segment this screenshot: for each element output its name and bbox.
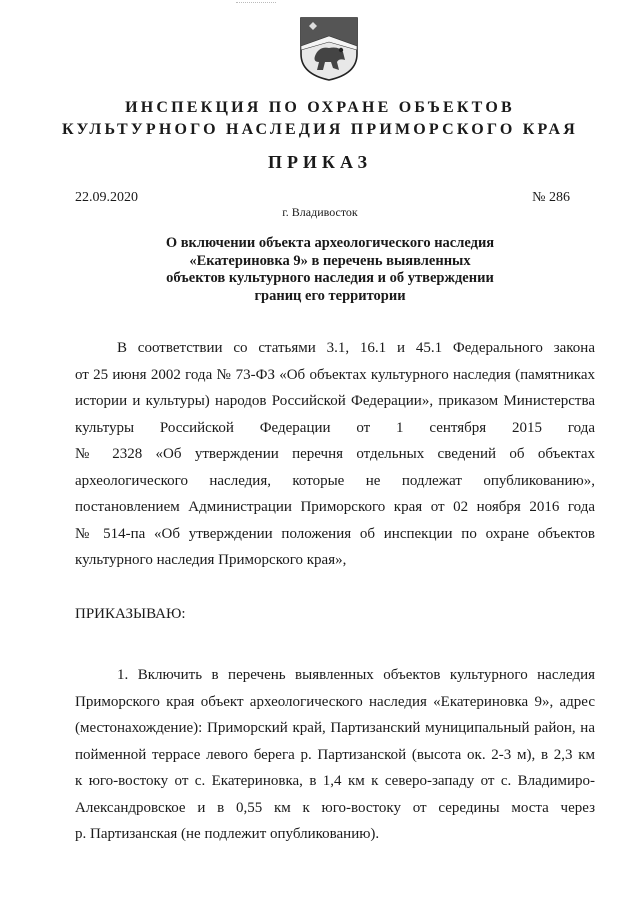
scan-artifact [236, 2, 276, 7]
preamble-line: № 2328 «Об утверждении перечня отдельных сведений об объектах [75, 446, 595, 462]
preamble-paragraph [75, 335, 595, 574]
order-date: 22.09.2020 [75, 190, 138, 205]
order-item-line: Приморского края объект археологического наследия «Екатериновка 9», адрес [75, 693, 595, 710]
order-item-line: р. Партизанская (не подлежит опубликованию). [75, 826, 380, 842]
preamble-line: от 25 июня 2002 года № 73-ФЗ «Об объектах культурного наследия (памятниках [75, 366, 595, 383]
organization-name-line1: ИНСПЕКЦИЯ ПО ОХРАНЕ ОБЪЕКТОВ [125, 99, 515, 116]
preamble-line: археологического наследия, которые не подлежат опубликованию», [75, 472, 595, 489]
document-type-heading: ПРИКАЗ [267, 152, 373, 172]
order-directive-word: ПРИКАЗЫВАЮ: [75, 606, 186, 622]
order-city: г. Владивосток [282, 205, 358, 219]
primorsky-krai-coat-of-arms-icon [299, 16, 359, 82]
order-item-1-paragraph [75, 662, 595, 848]
order-title-line: «Екатериновка 9» в перечень выявленных [189, 252, 471, 269]
order-title [140, 235, 520, 305]
preamble-line: культурного наследия Приморского края», [75, 552, 347, 568]
order-number: № 286 [532, 190, 570, 205]
organization-name-line2: КУЛЬТУРНОГО НАСЛЕДИЯ ПРИМОРСКОГО КРАЯ [62, 121, 578, 138]
order-title-line: границ его территории [254, 287, 406, 304]
order-item-line: к юго-востоку от с. Екатериновка, в 1,4 км к северо-западу от с. Владимиро- [75, 773, 595, 789]
order-item-line: Александровское и в 0,55 км к юго-востоку от середины моста через [75, 799, 595, 816]
order-item-line: (местонахождение): Приморский край, Партизанский муниципальный район, на [75, 720, 595, 736]
order-item-line: 1. Включить в перечень выявленных объектов культурного наследия [117, 667, 595, 683]
order-title-line: О включении объекта археологического наследия [165, 235, 495, 251]
order-item-line: пойменной террасе левого берега р. Партизанской (высота ок. 2-3 м), в 2,3 км [75, 746, 595, 763]
preamble-line: культуры Российской Федерации от 1 сентября 2015 года [75, 419, 595, 436]
preamble-line: В соответствии со статьями 3.1, 16.1 и 45.1 Федерального закона [117, 340, 595, 356]
preamble-line: истории и культуры) народов Российской Федерации», приказом Министерства [75, 393, 595, 409]
preamble-line: постановлением Администрации Приморского края от 02 ноября 2016 года [75, 499, 595, 515]
order-title-line: объектов культурного наследия и об утверждении [166, 270, 494, 286]
preamble-line: № 514-па «Об утверждении положения об инспекции по охране объектов [75, 525, 595, 542]
